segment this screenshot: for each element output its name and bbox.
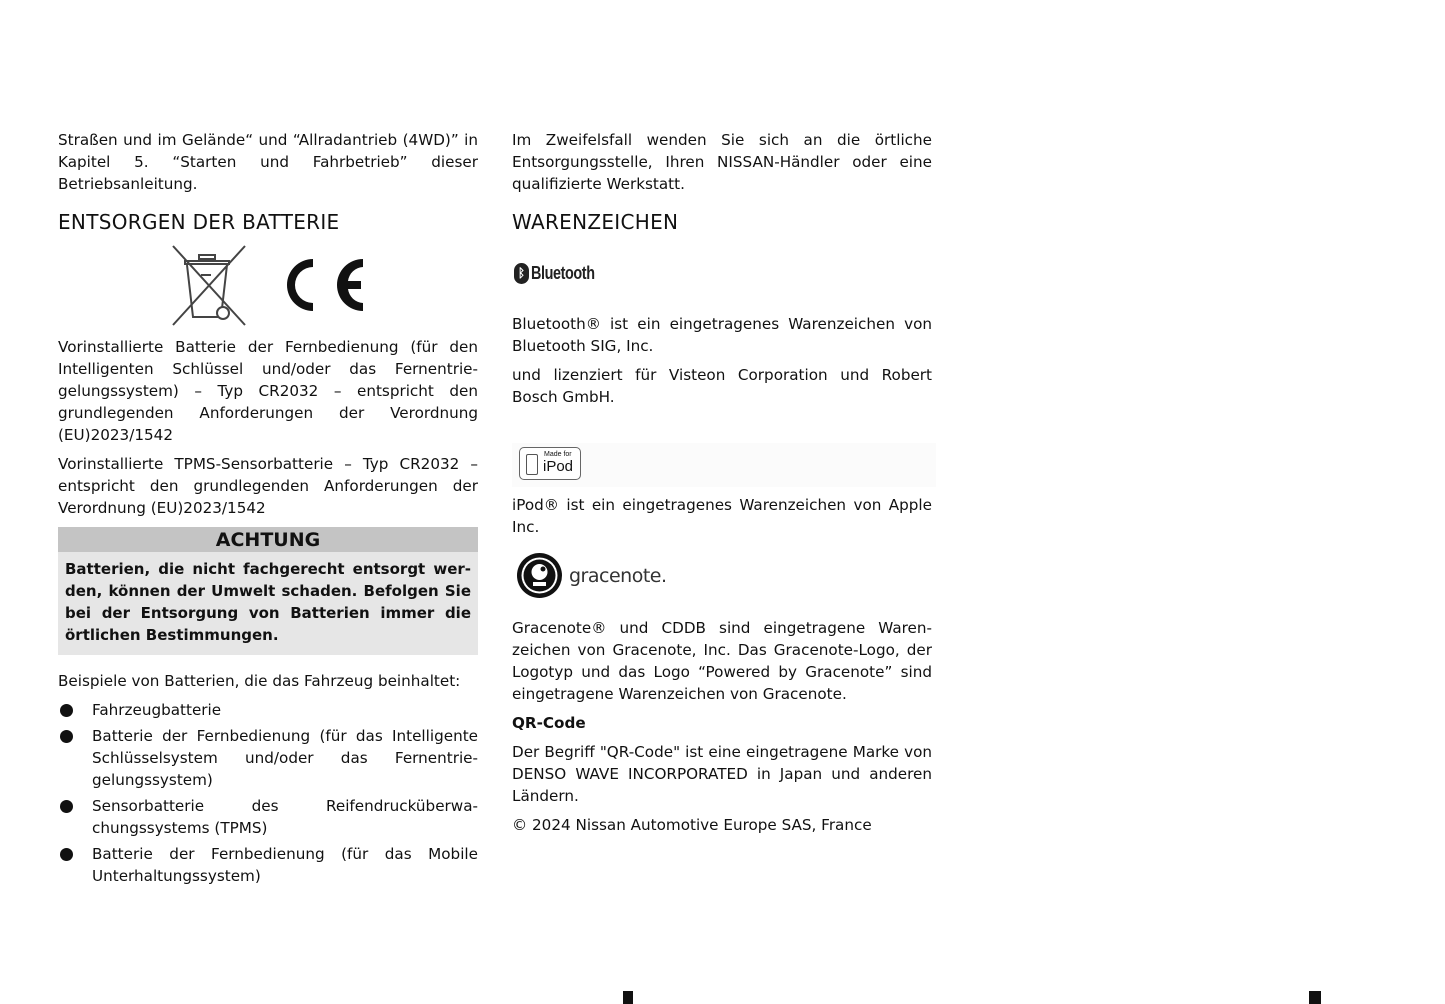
intro-paragraph: Straßen und im Gelände“ und “Allradantrieb (4WD)” in Kapitel 5. “Starten und Fahrbetrieb” dieser Betriebsanleitung.	[58, 131, 478, 193]
gracenote-logo-text: gracenote.	[569, 564, 667, 587]
warning-box	[58, 527, 478, 655]
list-item-text: Sensorbatterie des Reifendrucküberwachungssystems (TPMS)	[92, 797, 478, 837]
list-item	[58, 699, 478, 721]
crop-mark	[623, 991, 633, 1004]
gracenote-logo	[516, 552, 667, 599]
list-item-text: Fahrzeugbatterie	[92, 701, 222, 719]
list-item-text: Batterie der Fernbedienung (für das Intelligente Schlüsselsystem und/oder das Fernentriegelungssystem)	[92, 727, 478, 789]
bullet-icon	[60, 800, 73, 813]
bluetooth-license-paragraph: und lizenziert für Visteon Corporation und Robert Bosch GmbH.	[512, 366, 932, 406]
ipod-block	[512, 494, 932, 545]
battery-examples-block	[58, 670, 478, 891]
bluetooth-icon: ᛒ	[514, 263, 529, 284]
ce-mark-icon	[287, 259, 313, 311]
made-for-ipod-badge	[519, 447, 581, 480]
gracenote-block	[512, 617, 932, 843]
bullet-icon	[60, 730, 73, 743]
list-item	[58, 843, 478, 887]
copyright-text: © 2024 Nissan Automotive Europe SAS, France	[512, 816, 872, 834]
ipod-logo-area	[512, 443, 936, 487]
bluetooth-block	[512, 313, 932, 415]
bluetooth-logo-text: Bluetooth	[531, 263, 595, 283]
ipod-logo-big-text: iPod	[543, 458, 574, 475]
intro-paragraph: Im Zweifelsfall wenden Sie sich an die örtliche Entsorgungsstelle, Ihren NISSAN-Händler oder eine qualifizierte Werkstatt.	[512, 131, 932, 193]
crop-mark	[1309, 991, 1321, 1004]
battery-list	[58, 699, 478, 887]
warning-text: Batterien, die nicht fachgerecht entsorgt werden, können der Umwelt schaden. Befolgen Sie bei der Entsorgung von Batterien immer die örtlichen Bestimmungen.	[65, 560, 471, 644]
ipod-logo-small-text: Made for	[544, 451, 572, 458]
bullet-icon	[60, 848, 73, 861]
bluetooth-paragraph: Bluetooth® ist ein eingetragenes Warenzeichen von Bluetooth SIG, Inc.	[512, 315, 932, 355]
bluetooth-logo	[514, 263, 610, 284]
battery-info-block	[58, 336, 478, 526]
qr-code-paragraph: Der Begriff "QR-Code" ist eine eingetragene Marke von DENSO WAVE INCORPORATED in Japan und anderen Ländern.	[512, 743, 932, 805]
remote-battery-paragraph: Vorinstallierte Batterie der Fernbedienung (für den Intelligenten Schlüssel und/oder das Fernentriegelungssystem) – Typ CR2032 – entspricht den grundlegenden Anforderungen der Verordnung (EU)2023/1542	[58, 338, 478, 444]
list-item	[58, 795, 478, 839]
disposal-symbols	[165, 243, 375, 327]
qr-code-heading: QR-Code	[512, 714, 586, 732]
crossed-bin-icon	[165, 243, 375, 327]
gracenote-icon	[516, 552, 563, 599]
ipod-paragraph: iPod® ist ein eingetragenes Warenzeichen von Apple Inc.	[512, 496, 932, 536]
right-intro-block	[512, 129, 932, 202]
left-intro-block	[58, 129, 478, 202]
bullet-icon	[60, 704, 73, 717]
tpms-battery-paragraph: Vorinstallierte TPMS-Sensorbatterie – Typ CR2032 – entspricht den grundlegenden Anforderungen der Verordnung (EU)2023/1542	[58, 455, 478, 517]
gracenote-paragraph: Gracenote® und CDDB sind eingetragene Warenzeichen von Gracenote, Inc. Das Gracenote-Logo, der Logotyp und das Logo “Powered by Gracenote” sind eingetragene Warenzeichen von Gracenote.	[512, 619, 932, 703]
section-heading-trademarks: WARENZEICHEN	[512, 210, 679, 234]
warning-title: ACHTUNG	[58, 527, 478, 552]
list-item-text: Batterie der Fernbedienung (für das Mobile Unterhaltungssystem)	[92, 845, 478, 885]
list-item	[58, 725, 478, 791]
examples-intro: Beispiele von Batterien, die das Fahrzeug beinhaltet:	[58, 672, 461, 690]
section-heading-battery-disposal: ENTSORGEN DER BATTERIE	[58, 210, 340, 234]
ipod-icon	[526, 454, 538, 475]
